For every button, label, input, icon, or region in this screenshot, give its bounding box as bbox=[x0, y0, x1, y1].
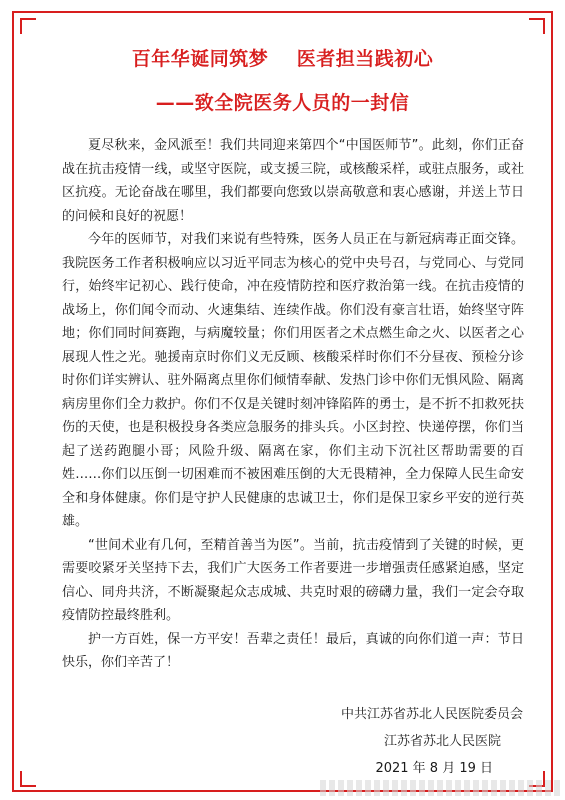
watermark bbox=[320, 780, 560, 796]
paragraph-closing: 护一方百姓，保一方平安！吾辈之责任！最后，真诚的向你们道一声：节日快乐，你们辛苦了！ bbox=[62, 631, 524, 670]
corner-ornament-bottom-left bbox=[20, 771, 36, 787]
signature-date: 2021 年 8 月 19 日 bbox=[375, 761, 493, 776]
corner-ornament-top-right bbox=[529, 18, 545, 34]
signature-block bbox=[341, 701, 523, 782]
letter-title: 百年华诞同筑梦 医者担当践初心 bbox=[131, 48, 434, 70]
corner-ornament-top-left bbox=[20, 18, 36, 34]
letter-subtitle: ——致全院医务人员的一封信 bbox=[155, 92, 410, 114]
paragraph-frontline: 今年的医师节，对我们来说有些特殊，医务人员正在与新冠病毒正面交锋。我院医务工作者积极响应以习近平同志为核心的党中央号召，与党同心、与党同行，始终牢记初心、践行使命，冲在疫情防控和医疗救治第一线。在抗击疫情的战场上，你们闻令而动、火速集结、连续作战。你们没有豪言壮语，始终坚守阵地；你们同时间赛跑，与病魔较量；你们用医者之术点燃生命之火、以医者之心展现人性之光。驰援南京时你们义无反顾、核酸采样时你们不分昼夜、预检分诊时你们详实辨认、驻外隔离点里你们倾情奉献、发热门诊中你们无惧风险、隔离病房里你们全力救护。你们不仅是关键时刻冲锋陷阵的勇士，是不折不扣救死扶伤的天使，也是积极投身各类应急服务的排头兵。小区封控、快递停摆，你们当起了送药跑腿小哥；风险升级、隔离在家，你们主动下沉社区帮助需要的百姓……你们以压倒一切困难而不被困难压倒的大无畏精神，全力保障人民生命安全和身体健康。你们是守护人民健康的忠诚卫士，你们是保卫家乡平安的逆行英雄。 bbox=[62, 232, 524, 529]
paragraph-greeting: 夏尽秋来，金风派至！我们共同迎来第四个“中国医师节”。此刻，你们正奋战在抗击疫情一线，或坚守医院，或支援三院，或核酸采样，或驻点服务，或社区抗疫。无论奋战在哪里，我们都要向您致以崇高敬意和衷心感谢，并送上节日的问候和良好的祝愿！ bbox=[62, 138, 524, 224]
paragraph-call-to-action: “世间术业有几何，至精首善当为医”。当前，抗击疫情到了关键的时候，更需要咬紧牙关坚持下去，我们广大医务工作者要进一步增强责任感紧迫感，坚定信心、同舟共济，不断凝聚起众志成城、共克时艰的磅礴力量，我们一定会夺取疫情防控最终胜利。 bbox=[62, 537, 524, 623]
signature-committee: 中共江苏省苏北人民医院委员会 bbox=[340, 707, 523, 722]
letter-body bbox=[62, 134, 524, 675]
signature-hospital: 江苏省苏北人民医院 bbox=[383, 734, 501, 749]
